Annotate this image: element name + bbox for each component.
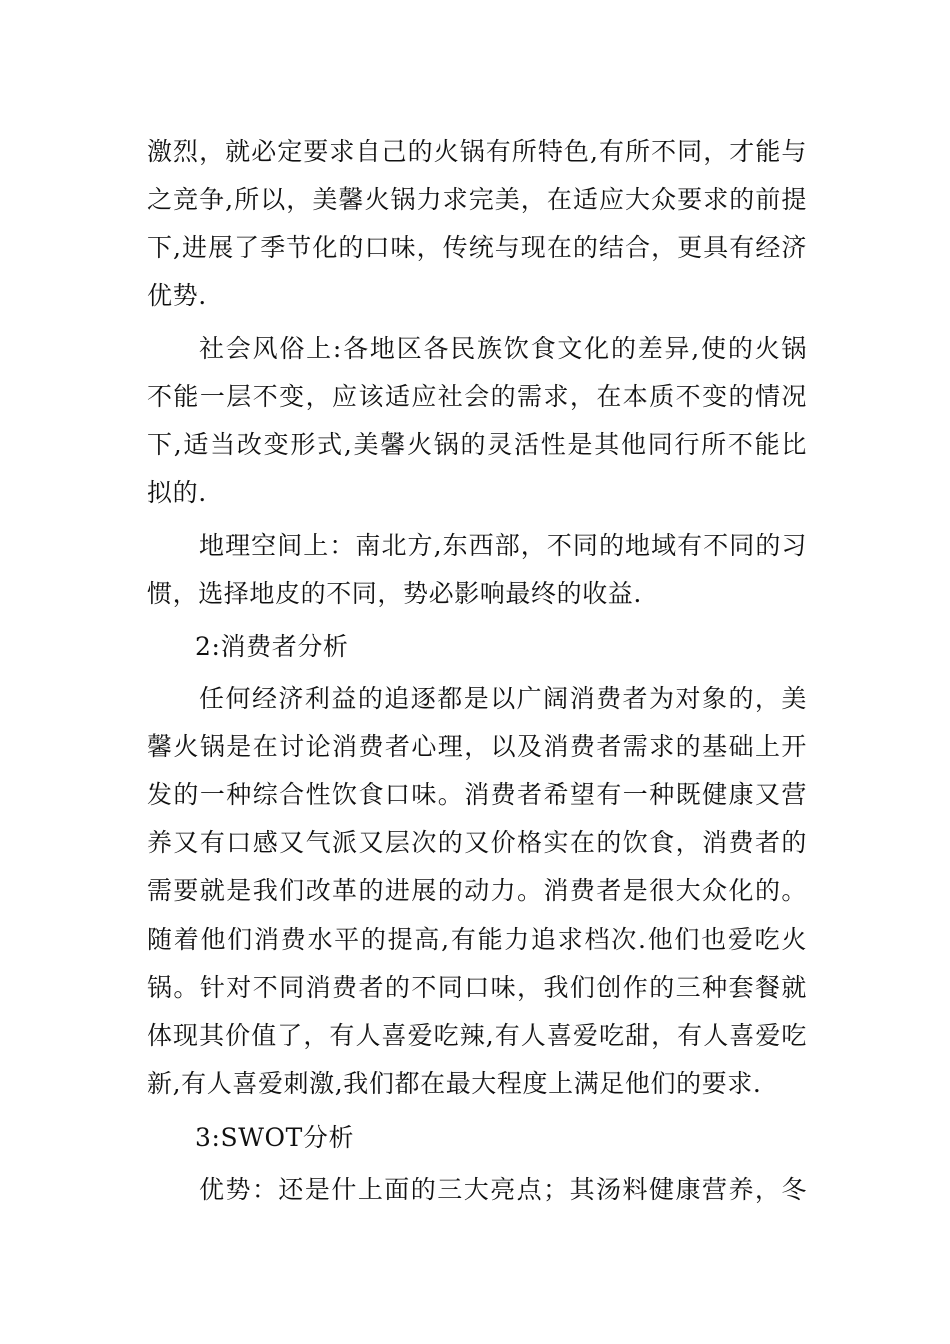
body-text-line: 优势：还是什上面的三大亮点；其汤料健康营养，冬 — [199, 1175, 807, 1204]
body-text-line: 不能一层不变，应该适应社会的需求，在本质不变的情况 — [147, 382, 807, 411]
body-text-line: 发的一种综合性饮食口味。消费者希望有一种既健康又营 — [147, 780, 807, 809]
section-heading-swot-analysis: 3:SWOT分析 — [195, 1123, 355, 1152]
body-text-line: 下,适当改变形式,美馨火锅的灵活性是其他同行所不能比 — [147, 430, 807, 459]
body-text-line: 激烈，就必定要求自己的火锅有所特色,有所不同，才能与 — [147, 137, 807, 166]
body-text-line: 新,有人喜爱刺激,我们都在最大程度上满足他们的要求. — [147, 1069, 762, 1098]
body-text-line: 养又有口感又气派又层次的又价格实在的饮食，消费者的 — [147, 828, 807, 857]
body-text-line: 惯，选择地皮的不同，势必影响最终的收益. — [147, 579, 642, 608]
body-text-line: 锅。针对不同消费者的不同口味，我们创作的三种套餐就 — [147, 973, 807, 1002]
body-text-line: 体现其价值了，有人喜爱吃辣,有人喜爱吃甜，有人喜爱吃 — [147, 1021, 807, 1050]
section-heading-consumer-analysis: 2:消费者分析 — [195, 632, 349, 661]
body-text-line: 随着他们消费水平的提高,有能力追求档次.他们也爱吃火 — [147, 925, 807, 954]
body-text-line: 优势. — [147, 281, 207, 310]
body-text-line: 馨火锅是在讨论消费者心理，以及消费者需求的基础上开 — [147, 732, 807, 761]
body-text-line: 社会风俗上:各地区各民族饮食文化的差异,使的火锅 — [199, 334, 807, 363]
body-text-line: 之竞争,所以，美馨火锅力求完美，在适应大众要求的前提 — [147, 185, 807, 214]
body-text-line: 任何经济利益的追逐都是以广阔消费者为对象的，美 — [199, 684, 807, 713]
body-text-line: 地理空间上：南北方,东西部，不同的地域有不同的习 — [199, 531, 807, 560]
body-text-line: 需要就是我们改革的进展的动力。消费者是很大众化的。 — [147, 876, 807, 905]
body-text-line: 拟的. — [147, 478, 207, 507]
body-text-line: 下,进展了季节化的口味，传统与现在的结合，更具有经济 — [147, 233, 807, 262]
